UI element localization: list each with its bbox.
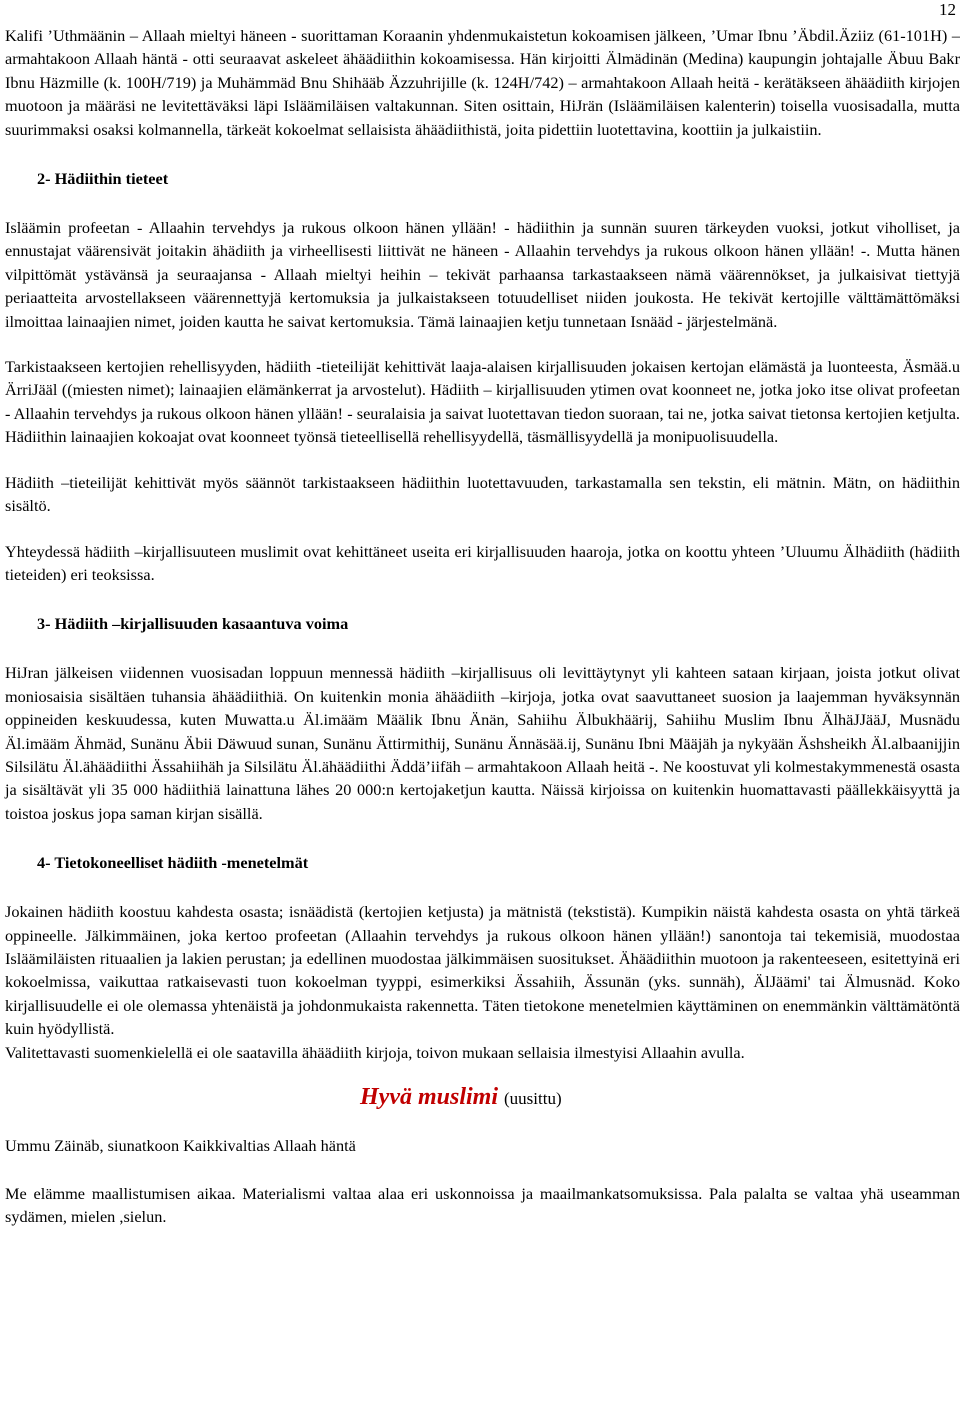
poem-title-note: (uusittu)	[504, 1089, 562, 1108]
poem-title: Hyvä muslimi	[360, 1084, 498, 1110]
heading-hadith-literature: 3- Hädiith –kirjallisuuden kasaantuva voima	[37, 614, 349, 634]
page-number: 12	[939, 0, 956, 19]
heading-hadith-sciences: 2- Hädiithin tieteet	[37, 169, 169, 189]
poem-author: Ummu Zäinäb, siunatkoon Kaikkivaltias Allaah häntä	[5, 1136, 356, 1155]
paragraph-uthman-collection: Kalifi ’Uthmäänin – Allaah mieltyi häneen - suorittaman Koraanin yhdenmukaistetun kokoamisen jälkeen, ’Umar Ibnu ’Äbdil.Äziiz (61-101H) – armahtakoon Allaah häntä - otti seuraavat askeleet ähäädiithin kokoamisessa. Hän kirjoitti Älmädinän (Medina) kaupungin johtajalle Äbuu Bakr Ibnu Häzmille (k. 100H/719) ja Muhämmäd Bnu Shihääb Äzzuhrijille (k. 124H/742) – armahtakoon Allaah heitä - kerätäkseen ähäädiith kirjojen muotoon ja määräsi ne levitettäväksi läpi Isläämiläisen valtakunnan. Siten osittain, HiJrän (Isläämiläisen kalenterin) toisella vuosisadalla, mutta suurimmaksi osaksi kolmannella, tärkeät kokoelmat sellaisista ähäädiithistä, joita pidettiin luotettavina, koottiin ja julkaistiin.	[5, 26, 960, 139]
paragraph-uluum-alhadith: Yhteydessä hädiith –kirjallisuuteen muslimit ovat kehittäneet useita eri kirjallisuuden haaroja, jotka on koottu yhteen ’Uluumu Älhädiith (hädiith tieteiden) eri teoksissa.	[5, 541, 960, 584]
paragraph-hadith-structure: Jokainen hädiith koostuu kahdesta osasta; isnäädistä (kertojien ketjusta) ja mätnistä (tekstistä). Kumpikin näistä kahdesta osasta on yhtä tärkeä oppineelle. Jälkimmäinen, joka kertoo profeetan (Allaahin tervehdys ja rukous olkoon hänen ylläänǃ) sanontoja tai tekemisiä, muodostaa Isläämiläisten rituaalien ja lakien perustan; ja edellinen muodostaa jälkimmäisen suositukset. Ähäädiithin muotoon ja rakenteeseen, esitettyinä eri kokoelmissa, vaikuttaa ratkaisevasti tuon kokoelman tyyppi, esimerkiksi Ässahiih, Ässunän (yks. sunnäh), ÄlJäämi' tai Älmusnäd. Koko kirjallisuudelle ei ole olemassa yhtenäistä ja johdonmukaista rakennetta. Täten tietokone menetelmien käyttäminen on enemmänkin välttämätöntä kuin hyödyllistä.	[5, 902, 960, 1039]
poem-title-block	[360, 1082, 562, 1114]
paragraph-isnad: Isläämin profeetan - Allaahin tervehdys ja rukous olkoon hänen ylläänǃ - hädiithin ja sunnän suuren tärkeyden vuoksi, jotkut viholliset, ja ennustajat väärensivät joitakin ähädiith ja virheellisesti liittivät ne häneen - Allaahin tervehdys ja rukous olkoon hänen ylläänǃ -. Mutta hänen vilpittömät ystävänsä ja seuraajansa - Allaah mieltyi heihin – tekivät parhaansa tarkastaakseen nämä väärennökset, ja julkaisivat tiettyjä periaatteita arvostellakseen väärennettyjä kertomuksia ja julkaistakseen totuudelliset niiden joukosta. He tekivät kertojille välttämättömäksi ilmoittaa lainaajien nimet, joiden kautta he saivat kertomuksia. Tämä lainaajien ketju tunnetaan Isnääd - järjestelmänä.	[5, 218, 960, 331]
document-body	[5, 24, 960, 1229]
heading-computer-methods: 4- Tietokoneelliset hädiith -menetelmät	[37, 853, 309, 873]
paragraph-narrator-biographies: Tarkistaakseen kertojien rehellisyyden, hädiith -tieteilijät kehittivät laaja-alaisen kirjallisuuden jokaisen kertojan elämästä ja luonteesta, Äsmää.u ÄrriJääl ((miesten nimet); lainaajien elämänkerrat ja arvostelut). Hädiith – kirjallisuuden ytimen ovat koonneet ne, jotka joko itse olivat profeetan - Allaahin tervehdys ja rukous olkoon hänen ylläänǃ - seuralaisia ja saivat luotettavan tiedon suoraan, tai ne, jotka saivat tietonsa kertojien ketjulta. Hädiithin lainaajien kokoajat ovat koonneet työnsä tieteellisellä rehellisyydellä, täsmällisyydellä ja monipuolisuudella.	[5, 357, 960, 447]
paragraph-materialism: Me elämme maallistumisen aikaa. Materialismi valtaa alaa eri uskonnoissa ja maailmankatsomuksissa. Pala palalta se valtaa yhä useamman sydämen, mielen ,sielun.	[5, 1184, 960, 1227]
paragraph-hadith-books: HiJran jälkeisen viidennen vuosisadan loppuun mennessä hädiith –kirjallisuus oli levittäytynyt yli kahteen sataan kirjaan, joista jotkut olivat moniosaisia sisältäen tuhansia ähäädiithiä. On kuitenkin monia ähäädiith –kirjoja, jotka ovat saavuttaneet suosion ja laajemman hyväksynnän oppineiden keskuudessa, kuten Muwatta.u Äl.imääm Määlik Ibnu Änän, Sahiihu Älbukhäärij, Sahiihu Muslim Ibnu ÄlhäJJääJ, Musnädu Äl.imääm Ähmäd, Sunänu Äbii Däwuud sunan, Sunänu Ättirmithij, Sunänu Ännäsää.ij, Sunänu Ibni Määjäh ja nykyään Äshsheikh Äl.albaanijjin Silsilätu Äl.ähäädiithi Ässahiihäh ja Silsilätu Äl.ähäädiithi Äddä’iifäh – armahtakoon Allaah heitä -. Ne koostuvat yli kolmestakymmenestä osasta ja sisältävät yli 35 000 hädiithiä lainattuna lähes 20 000:n kertojaketjun kautta. Näissä kirjoissa on kuitenkin huomattavasti päällekkäisyyttä ja toistoa joskus jopa saman kirjan sisällä.	[5, 663, 960, 823]
poem-header	[5, 1082, 960, 1182]
paragraph-matn: Hädiith –tieteilijät kehittivät myös säännöt tarkistaakseen hädiithin luotettavuuden, tarkastamalla sen tekstin, eli mätnin. Mätn, on hädiithin sisältö.	[5, 472, 960, 516]
paragraph-finnish-availability: Valitettavasti suomenkielellä ei ole saatavilla ähäädiith kirjoja, toivon mukaan sellaisia ilmestyisi Allaahin avulla.	[5, 1042, 745, 1062]
